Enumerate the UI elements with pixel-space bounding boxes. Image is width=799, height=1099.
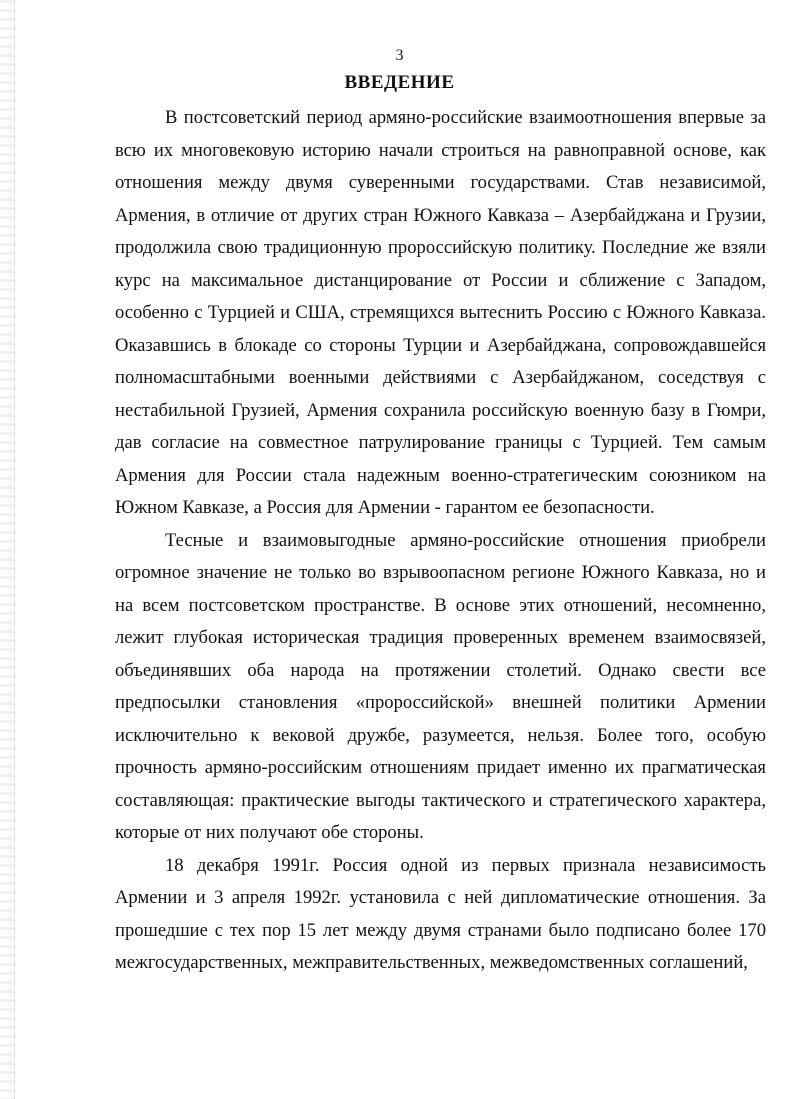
paragraph-3: 18 декабря 1991г. Россия одной из первых признала независимость Армении и 3 апреля 1992г. установила с ней дипломатические отношения. За прошедшие с тех пор 15 лет между двумя странами было подписано более 170 межгосударственных, межправительственных, межведомственных соглашений, [115, 854, 766, 973]
page-number: 3 [395, 47, 404, 64]
page-title: ВВЕДЕНИЕ [344, 72, 455, 93]
body-text [115, 102, 766, 980]
paragraph-1: В постсоветский период армяно-российские взаимоотношения впервые за всю их многовековую историю начали строиться на равноправной основе, как отношения между двумя суверенными государствами. Став независимой, Армения, в отличие от других стран Южного Кавказа – Азербайджана и Грузии, продолжила свою традиционную пророссийскую политику. Последние же взяли курс на максимальное дистанцирование от России и сближение с Западом, особенно с Турцией и США, стремящихся вытеснить Россию с Южного Кавказа. Оказавшись в блокаде со стороны Турции и Азербайджана, сопровождавшейся полномасштабными военными действиями с Азербайджаном, соседствуя с нестабильной Грузией, Армения сохранила российскую военную базу в Гюмри, дав согласие на совместное патрулирование границы с Турцией. Тем самым Армения для России стала надежным военно-стратегическим союзником на Южном Кавказе, а Россия для Армении - гарантом ее безопасности. [115, 107, 766, 518]
paragraph-2: Тесные и взаимовыгодные армяно-российские отношения приобрели огромное значение не только во взрывоопасном регионе Южного Кавказа, но и на всем постсоветском пространстве. В основе этих отношений, несомненно, лежит глубокая историческая традиция проверенных временем взаимосвязей, объединявших оба народа на протяжении столетий. Однако свести все предпосылки становления «пророссийской» внешней политики Армении исключительно к вековой дружбе, разумеется, нельзя. Более того, особую прочность армяно-российским отношениям придает именно их прагматическая составляющая: практические выгоды тактического и стратегического характера, которые от них получают обе стороны. [115, 529, 766, 843]
scan-edge [0, 0, 15, 1099]
